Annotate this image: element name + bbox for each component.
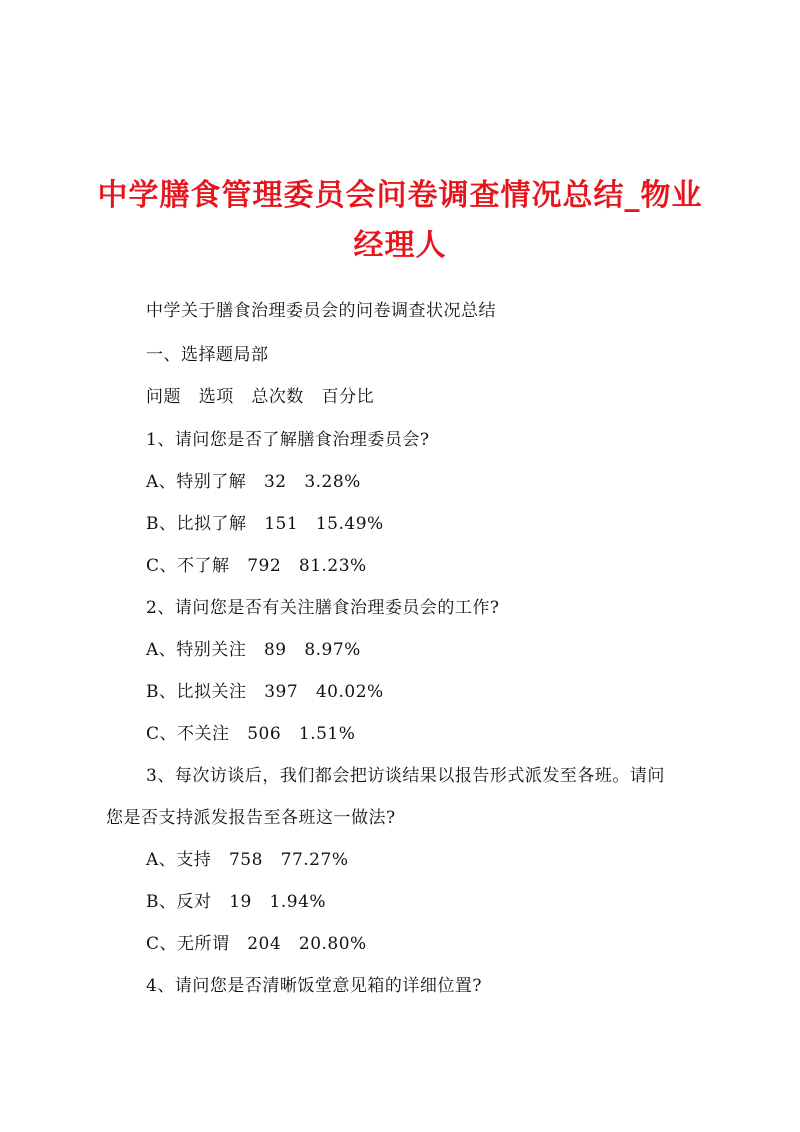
answer-line: C、不关注 506 1.51% <box>146 724 356 744</box>
question-3-continuation: 您是否支持派发报告至各班这一做法? <box>106 808 396 828</box>
section-heading: 一、选择题局部 <box>146 345 269 365</box>
answer-line: B、比拟关注 397 40.02% <box>146 682 384 702</box>
subtitle: 中学关于膳食治理委员会的问卷调查状况总结 <box>146 301 496 321</box>
question-1: 1、请问您是否了解膳食治理委员会? <box>146 430 430 450</box>
document-title-line-1: 中学膳食管理委员会问卷调查情况总结_物业 <box>97 178 703 213</box>
answer-line: C、不了解 792 81.23% <box>146 556 367 576</box>
answer-line: C、无所谓 204 20.80% <box>146 934 367 954</box>
document-title-line-2: 经理人 <box>353 228 447 263</box>
question-2: 2、请问您是否有关注膳食治理委员会的工作? <box>146 598 500 618</box>
answer-line: A、特别关注 89 8.97% <box>146 640 361 660</box>
answer-line: B、反对 19 1.94% <box>146 892 327 912</box>
question-3: 3、每次访谈后，我们都会把访谈结果以报告形式派发至各班。请问 <box>146 766 665 786</box>
answer-line: A、特别了解 32 3.28% <box>146 472 361 492</box>
answer-line: A、支持 758 77.27% <box>146 850 349 870</box>
answer-line: B、比拟了解 151 15.49% <box>146 514 384 534</box>
question-4: 4、请问您是否清晰饭堂意见箱的详细位置? <box>146 976 482 996</box>
table-header: 问题 选项 总次数 百分比 <box>146 387 375 407</box>
